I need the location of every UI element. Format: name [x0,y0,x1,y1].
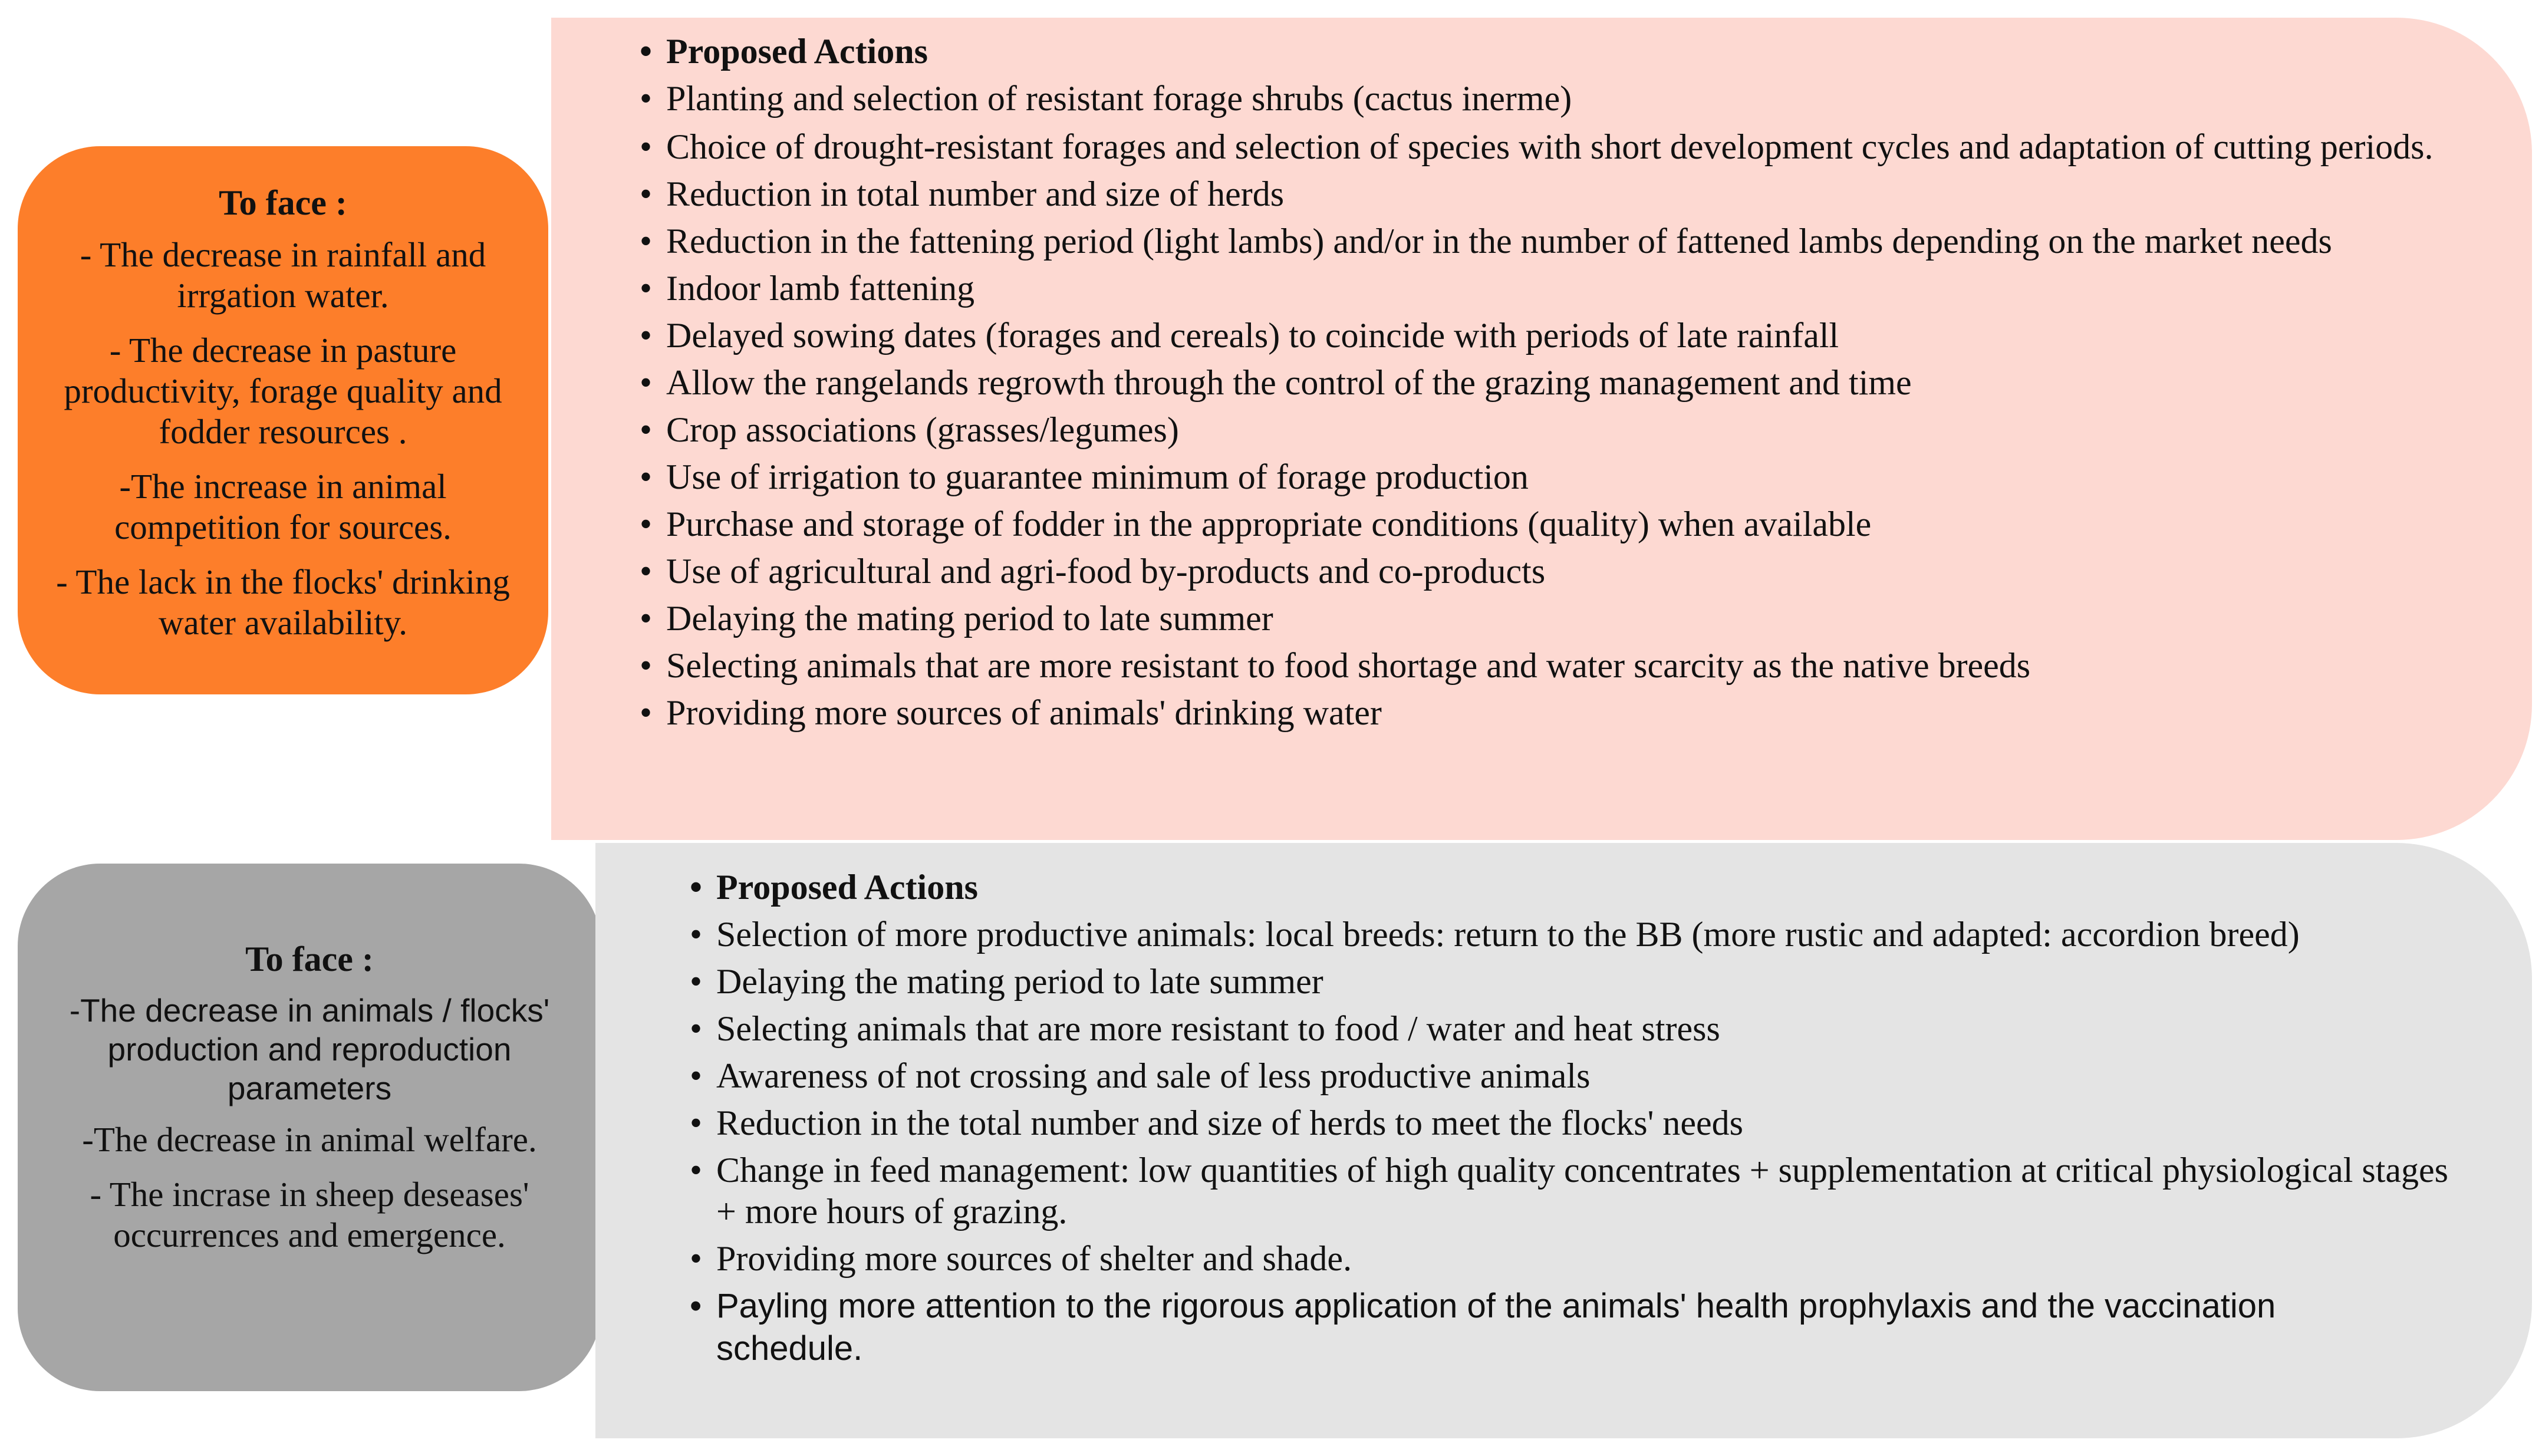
top-action-item: • Delayed sowing dates (forages and cereals) to coincide with periods of late rainfall [640,315,2532,356]
top-action-item: • Providing more sources of animals' drinking water [640,692,2532,733]
top-actions-box [551,18,2532,840]
top-action-item: • Use of agricultural and agri-food by-products and co-products [640,551,2532,592]
bottom-challenge-diseases: - The incrase in sheep deseases' occurrences and emergence. [90,1175,529,1254]
bottom-actions-list [690,867,2532,1370]
top-action-item: • Planting and selection of resistant forage shrubs (cactus inerme) [640,78,2532,119]
bottom-action-item: • Change in feed management: low quantities of high quality concentrates + supplementation at critical physiological stages + more hours of grazing. [690,1149,2461,1232]
top-action-item: • Purchase and storage of fodder in the appropriate conditions (quality) when available [640,503,2532,545]
top-challenge-drinking-water: - The lack in the flocks' drinking water availability. [56,562,510,642]
bottom-action-item: • Selecting animals that are more resistant to food / water and heat stress [690,1008,2532,1049]
top-action-item: • Selecting animals that are more resistant to food shortage and water scarcity as the native breeds [640,645,2532,686]
top-challenge-pasture: - The decrease in pasture productivity, forage quality and fodder resources . [64,331,502,451]
top-actions-list [640,31,2532,733]
top-action-item: • Reduction in the fattening period (light lambs) and/or in the number of fattened lambs depending on the market needs [640,220,2435,262]
top-action-item: • Crop associations (grasses/legumes) [640,409,2532,450]
bottom-action-item: • Providing more sources of shelter and shade. [690,1238,2532,1279]
top-action-item: • Use of irrigation to guarantee minimum of forage production [640,456,2532,498]
bottom-actions-heading: • Proposed Actions [690,867,2532,908]
top-challenge-rainfall: - The decrease in rainfall and irrgation water. [80,235,486,315]
top-challenges-title: To face : [219,183,347,222]
bottom-challenges-box [18,864,601,1391]
bottom-action-item: • Payling more attention to the rigorous application of the animals' health prophylaxis and the vaccination schedule. [690,1285,2343,1370]
top-challenge-competition: -The increase in animal competition for sources. [114,467,452,546]
top-action-item: • Indoor lamb fattening [640,268,2532,309]
bottom-action-item: • Delaying the mating period to late summer [690,961,2532,1002]
bottom-action-item: • Selection of more productive animals: local breeds: return to the BB (more rustic and adapted: accordion breed) [690,914,2461,955]
bottom-action-item: • Reduction in the total number and size of herds to meet the flocks' needs [690,1102,2532,1144]
top-action-item: • Allow the rangelands regrowth through the control of the grazing management and time [640,362,2532,403]
top-action-item: • Choice of drought-resistant forages and selection of species with short development cycles and adaptation of cutting periods. [640,126,2470,167]
top-action-item: • Reduction in total number and size of herds [640,173,2532,215]
bottom-challenge-production: -The decrease in animals / flocks' production and reproduction parameters [69,992,550,1106]
top-action-item: • Delaying the mating period to late summer [640,598,2532,639]
top-challenges-box [18,146,548,694]
bottom-actions-box [595,843,2532,1438]
bottom-challenge-welfare: -The decrease in animal welfare. [82,1120,537,1159]
bottom-action-item: • Awareness of not crossing and sale of less productive animals [690,1055,2532,1096]
top-actions-heading: • Proposed Actions [640,31,2532,72]
bottom-challenges-title: To face : [245,940,374,979]
